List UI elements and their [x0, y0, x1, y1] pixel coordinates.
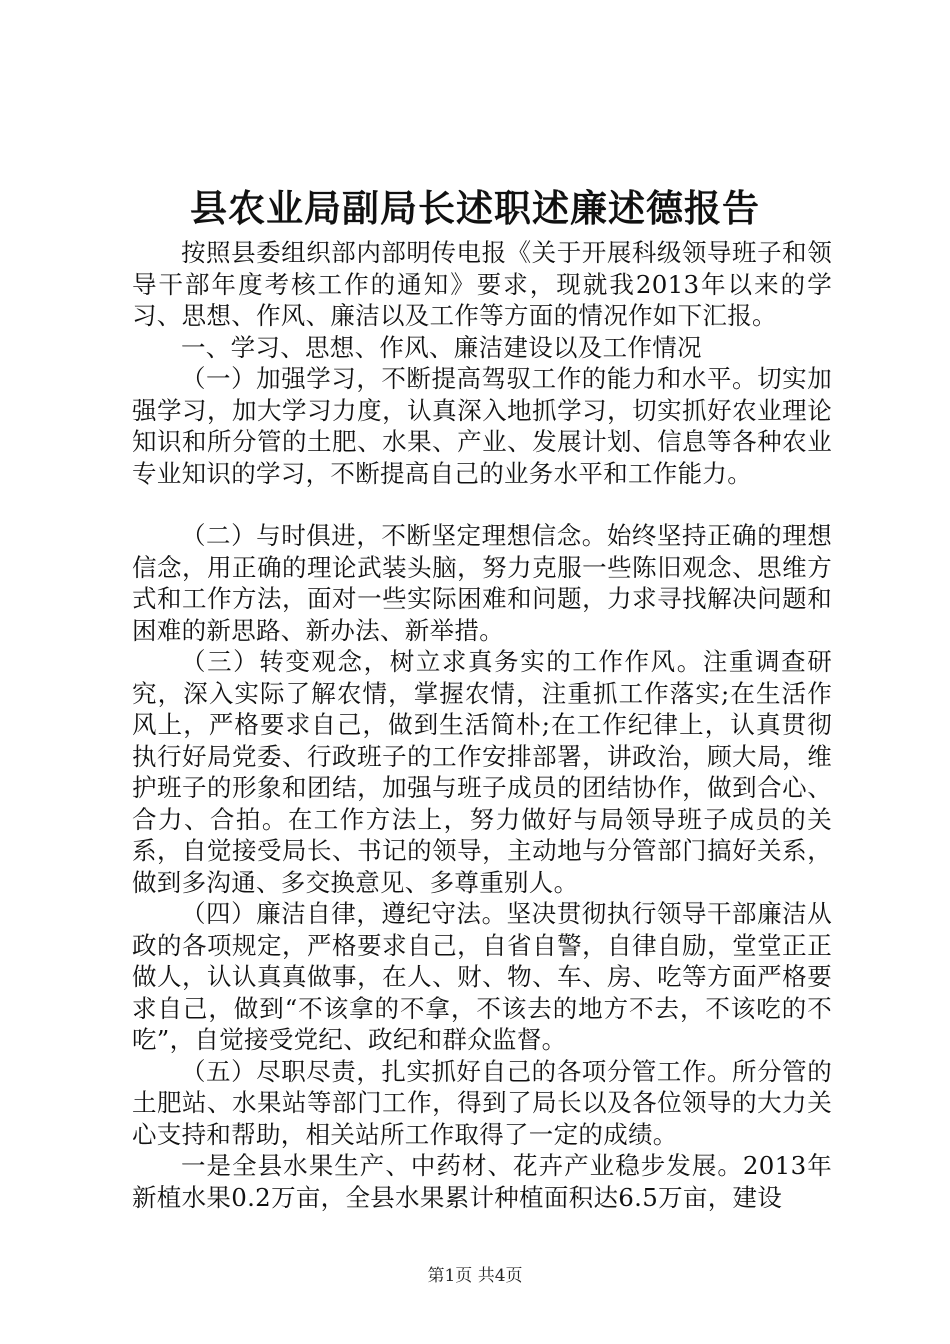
section-heading: 一、学习、思想、作风、廉洁建设以及工作情况 [181, 332, 702, 362]
paragraph-item-4: （四）廉洁自律，遵纪守法。坚决贯彻执行领导干部廉洁从政的各项规定，严格要求自己，自省自警，自律自励，堂堂正正做人，认认真真做事，在人、财、物、车、房、吃等方面严格要求自己，做到“不该拿的不拿，不该去的地方不去，不该吃的不吃”，自觉接受党纪、政纪和群众监督。 [132, 899, 832, 1054]
paragraph-item-3: （三）转变观念，树立求真务实的工作作风。注重调查研究，深入实际了解农情，掌握农情，注重抓工作落实;在生活作风上，严格要求自己，做到生活简朴;在工作纪律上，认真贯彻执行好局党委、行政班子的工作安排部署，讲政治，顾大局，维护班子的形象和团结，加强与班子成员的团结协作，做到合心、合力、合拍。在工作方法上，努力做好与局领导班子成员的关系，自觉接受局长、书记的领导，主动地与分管部门搞好关系，做到多沟通、多交换意见、多尊重别人。 [132, 647, 832, 897]
document-title: 县农业局副局长述职述廉述德报告 [190, 186, 760, 230]
document-body [132, 237, 832, 1213]
paragraph-item-2: （二）与时俱进，不断坚定理想信念。始终坚持正确的理想信念，用正确的理论武装头脑，努力克服一些陈旧观念、思维方式和工作方法，面对一些实际困难和问题，力求寻找解决问题和困难的新思路、新办法、新举措。 [132, 521, 832, 645]
paragraph-intro: 按照县委组织部内部明传电报《关于开展科级领导班子和领导干部年度考核工作的通知》要求，现就我2013年以来的学习、思想、作风、廉洁以及工作等方面的情况作如下汇报。 [132, 238, 832, 330]
paragraph-item-5: （五）尽职尽责，扎实抓好自己的各项分管工作。所分管的土肥站、水果站等部门工作，得到了局长以及各位领导的大力关心支持和帮助，相关站所工作取得了一定的成绩。 [132, 1056, 832, 1149]
page-number-footer: 第1页 共4页 [427, 1266, 523, 1286]
paragraph-item-1: （一）加强学习，不断提高驾驭工作的能力和水平。切实加强学习，加大学习力度，认真深入地抓学习，切实抓好农业理论知识和所分管的土肥、水果、产业、发展计划、信息等各种农业专业知识的学习，不断提高自己的业务水平和工作能力。 [132, 364, 832, 488]
paragraph-fruit-production: 一是全县水果生产、中药材、花卉产业稳步发展。2013年新植水果0.2万亩，全县水果累计种植面积达6.5万亩，建设 [132, 1151, 832, 1212]
